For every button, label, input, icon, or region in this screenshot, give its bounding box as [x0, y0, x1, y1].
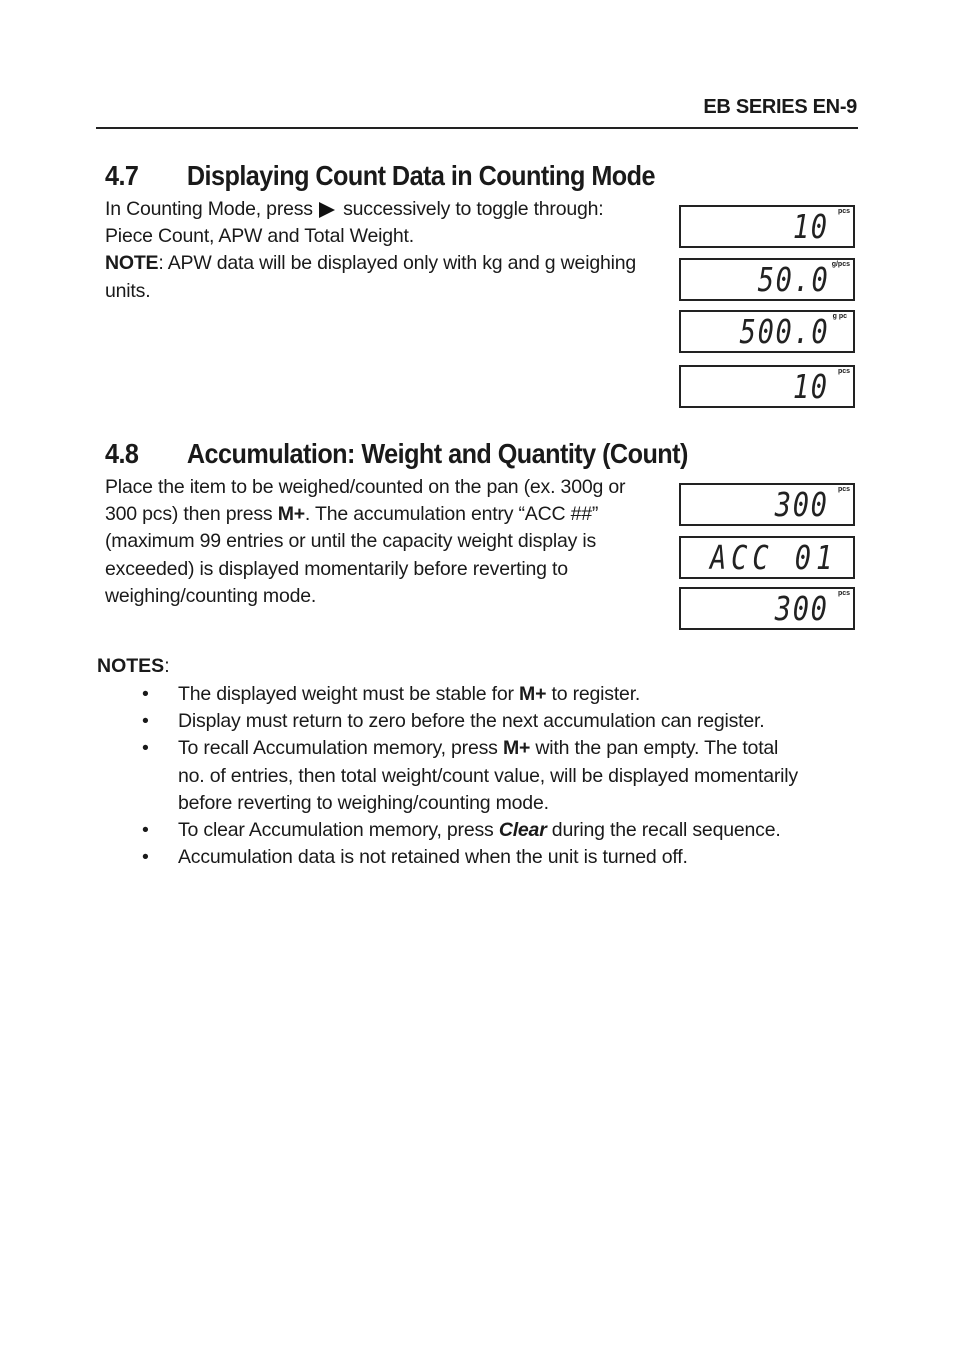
list-item [142, 708, 858, 735]
key-name: M+ [502, 737, 531, 760]
key-name: Clear [498, 819, 547, 842]
lcd-display [679, 365, 855, 408]
note-text: before reverting to weighing/counting mode. [178, 791, 549, 814]
lcd-display [679, 310, 855, 353]
key-name: M+ [277, 503, 305, 526]
notes-heading [97, 655, 170, 678]
lcd-unit: pcs [837, 486, 850, 493]
section-4-7-body [105, 196, 675, 305]
notes-label: NOTES [97, 655, 165, 677]
list-item [142, 681, 858, 708]
body-text: exceeded) is displayed momentarily before reverting to [105, 557, 568, 580]
lcd-display [679, 205, 855, 248]
notes-list [142, 681, 858, 871]
note-text: To recall Accumulation memory, press [178, 737, 503, 760]
key-name: M+ [519, 683, 547, 705]
notes-colon: : [164, 655, 170, 677]
body-text: (maximum 99 entries or until the capacity weight display is [105, 530, 597, 553]
list-item [142, 735, 858, 817]
note-text: with the pan empty. The total [530, 737, 779, 760]
section-4-7-heading [105, 160, 655, 192]
body-text: successively to toggle through: [337, 198, 604, 220]
body-text: weighing/counting mode. [105, 584, 317, 607]
note-text: Display must return to zero before the next accumulation can register. [178, 710, 765, 733]
lcd-value: 300 [775, 485, 829, 524]
lcd-value: 50.0 [757, 260, 829, 299]
body-text: In Counting Mode, press [105, 198, 313, 220]
body-text: 300 pcs) then press [105, 503, 278, 526]
lcd-unit: pcs [837, 368, 850, 375]
section-number: 4.7 [105, 160, 139, 191]
note-text: units. [105, 279, 151, 302]
note-text: To clear Accumulation memory, press [178, 819, 499, 842]
body-text: Piece Count, APW and Total Weight. [105, 225, 414, 248]
section-4-8-body [105, 474, 675, 610]
right-arrow-key-icon [319, 202, 335, 218]
lcd-display [679, 587, 855, 630]
lcd-display [679, 536, 855, 579]
lcd-unit: pcs [837, 208, 850, 215]
lcd-value: 500.0 [739, 312, 829, 351]
bullet-icon: • [142, 710, 149, 733]
list-item [142, 844, 858, 871]
note-text: no. of entries, then total weight/count value, will be displayed momentarily [178, 764, 798, 787]
lcd-value: 300 [775, 589, 829, 628]
note-text: Accumulation data is not retained when the unit is turned off. [178, 846, 688, 869]
section-4-8-heading [105, 438, 688, 470]
header-rule [96, 127, 858, 129]
list-item [142, 817, 858, 844]
note-label: NOTE [105, 252, 159, 275]
bullet-icon: • [142, 683, 149, 705]
note-text: : APW data will be displayed only with kg and g weighing [158, 252, 637, 275]
body-text: Place the item to be weighed/counted on the pan (ex. 300g or [105, 476, 626, 498]
section-number: 4.8 [105, 438, 139, 469]
lcd-value: 10 [793, 367, 829, 406]
bullet-icon: • [142, 737, 149, 760]
lcd-value: 10 [793, 207, 829, 246]
note-text: during the recall sequence. [546, 819, 781, 842]
lcd-value: ACC 01 [709, 538, 837, 577]
lcd-unit: g/pcs [831, 261, 850, 268]
body-text: . The accumulation entry “ACC ##” [304, 503, 599, 526]
lcd-unit: g pc [832, 313, 847, 320]
section-title: Accumulation: Weight and Quantity (Count) [186, 438, 688, 469]
bullet-icon: • [142, 819, 149, 842]
note-text: to register. [546, 683, 641, 705]
lcd-unit: pcs [837, 590, 850, 597]
note-text: The displayed weight must be stable for [178, 683, 520, 705]
running-header: EB SERIES EN-9 [703, 96, 857, 118]
lcd-display [679, 483, 855, 526]
lcd-display [679, 258, 855, 301]
section-title: Displaying Count Data in Counting Mode [186, 160, 655, 191]
bullet-icon: • [142, 846, 149, 869]
